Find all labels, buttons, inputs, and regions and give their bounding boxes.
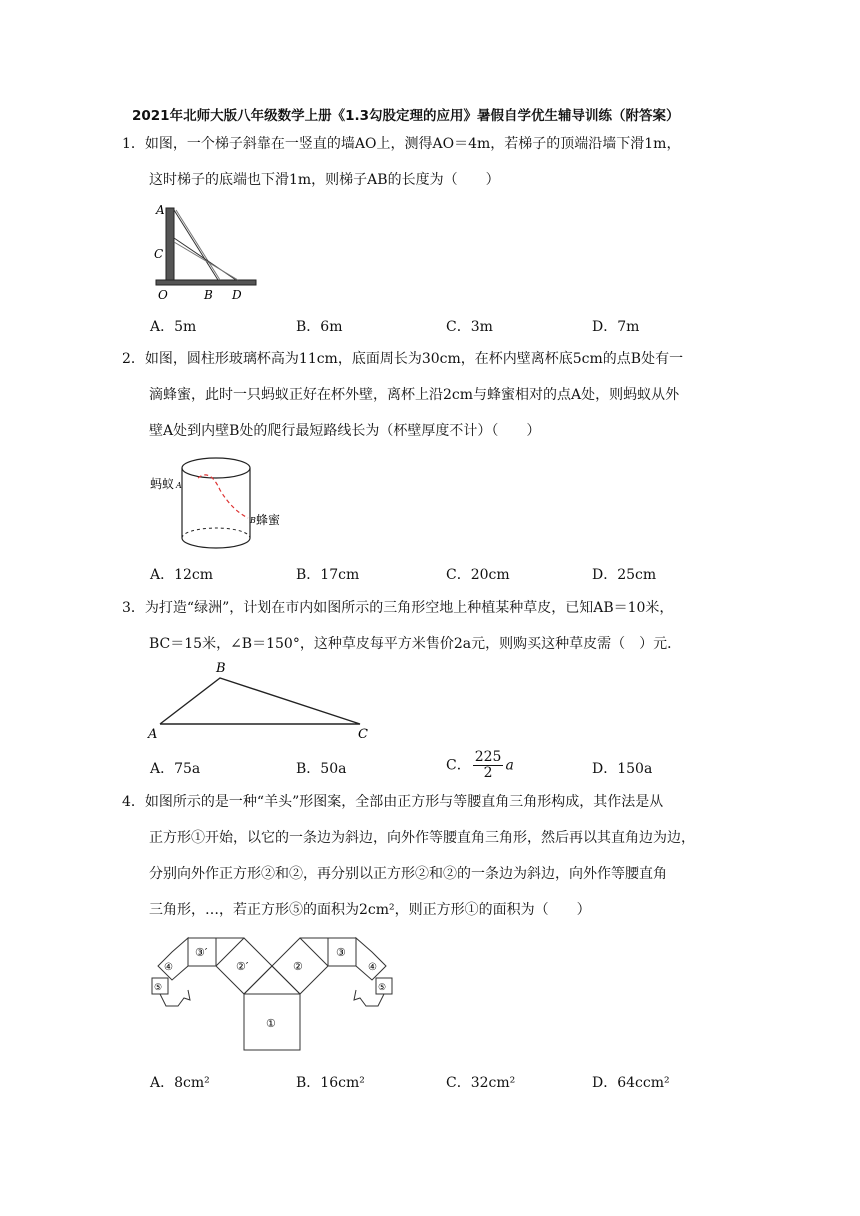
label-square-2-prime: ②′ xyxy=(236,960,249,973)
label-square-2: ② xyxy=(293,960,303,973)
option-b[interactable]: B．16cm² xyxy=(296,1075,365,1091)
worksheet-title: 2021年北师大版八年级数学上册《1.3勾股定理的应用》暑假自学优生辅导训练（附答案） xyxy=(132,108,680,124)
option-a[interactable]: A．12cm xyxy=(150,567,214,583)
ladder-ab-1 xyxy=(174,210,218,280)
cylinder-figure xyxy=(148,448,298,552)
label-c: C xyxy=(358,727,368,742)
fraction-denominator: 2 xyxy=(483,765,493,781)
question-3-options xyxy=(150,749,710,781)
option-d[interactable]: D．64ccm² xyxy=(592,1075,670,1091)
question-2 xyxy=(122,341,732,449)
question-1-line-1: 1．如图，一个梯子斜靠在一竖直的墙AO上，测得AO＝4m，若梯子的顶端沿墙下滑1m， xyxy=(122,136,681,152)
wall xyxy=(166,208,174,284)
label-square-3: ③ xyxy=(336,946,346,959)
question-4 xyxy=(122,784,732,928)
option-c-suffix: a xyxy=(505,757,514,774)
label-square-5-right: ⑤ xyxy=(378,983,387,993)
option-a[interactable]: A．75a xyxy=(150,761,201,777)
option-b[interactable]: B．50a xyxy=(296,761,347,777)
triangle-1 xyxy=(244,966,300,994)
square-4-left xyxy=(158,938,188,980)
label-square-1: ① xyxy=(266,1017,276,1030)
cylinder-bottom-back xyxy=(182,528,250,538)
question-2-line-3: 壁A处到内壁B处的爬行最短路线长为（杯壁厚度不计）（ ） xyxy=(149,423,541,439)
question-2-options xyxy=(150,564,710,586)
label-ant: 蚂蚁 xyxy=(150,477,175,491)
label-square-5-left: ⑤ xyxy=(154,983,163,993)
question-1-line-2: 这时梯子的底端也下滑1m，则梯子AB的长度为（ ） xyxy=(149,172,500,188)
option-c[interactable]: C．3m xyxy=(446,319,493,335)
ground xyxy=(156,280,256,285)
option-d[interactable]: D．150a xyxy=(592,761,653,777)
label-square-4-right: ④ xyxy=(368,962,377,973)
cylinder-bottom-front xyxy=(182,538,250,548)
ram-head-figure xyxy=(148,934,398,1054)
label-d: D xyxy=(232,288,242,302)
question-4-line-3: 分别向外作正方形②和②，再分别以正方形②和②的一条边为斜边，向外作等腰直角 xyxy=(149,866,667,882)
ladder-figure xyxy=(148,200,260,304)
label-a: A xyxy=(148,727,158,742)
option-d[interactable]: D．7m xyxy=(592,319,640,335)
question-3-line-1: 3．为打造“绿洲”，计划在市内如图所示的三角形空地上种植某种草皮，已知AB＝10米， xyxy=(122,600,674,616)
ladder-cd-2 xyxy=(174,242,238,280)
label-b: B xyxy=(250,516,256,525)
option-c[interactable]: C．32cm² xyxy=(446,1075,516,1091)
label-b: B xyxy=(204,288,213,302)
option-c-fraction xyxy=(473,750,504,781)
option-a[interactable]: A．8cm² xyxy=(150,1075,210,1091)
fraction-numerator: 225 xyxy=(474,749,502,765)
label-honey: 蜂蜜 xyxy=(256,513,281,527)
label-a: A xyxy=(156,203,165,217)
option-c[interactable] xyxy=(446,750,514,781)
label-square-3-prime: ③′ xyxy=(195,946,208,959)
option-b[interactable]: B．6m xyxy=(296,319,343,335)
question-3 xyxy=(122,590,732,662)
option-b[interactable]: B．17cm xyxy=(296,567,360,583)
question-4-line-2: 正方形①开始，以它的一条边为斜边，向外作等腰直角三角形，然后再以其直角边为边， xyxy=(149,830,695,846)
ladder-ab-2 xyxy=(176,210,220,280)
question-1-options xyxy=(150,316,710,338)
question-4-options xyxy=(150,1072,710,1094)
label-b: B xyxy=(216,661,226,676)
option-c-prefix: C． xyxy=(446,757,471,774)
label-a: A xyxy=(176,481,182,490)
question-4-line-1: 4．如图所示的是一种“羊头”形图案，全部由正方形与等腰直角三角形构成，其作法是从 xyxy=(122,794,664,810)
option-d[interactable]: D．25cm xyxy=(592,567,657,583)
question-1 xyxy=(122,126,732,198)
question-2-line-1: 2．如图，圆柱形玻璃杯高为11cm，底面周长为30cm，在杯内壁离杯底5cm的点B处有一 xyxy=(122,351,684,367)
square-4-right xyxy=(356,938,386,980)
label-c: C xyxy=(154,247,164,261)
option-a[interactable]: A．5m xyxy=(150,319,197,335)
triangle-figure xyxy=(146,660,376,742)
label-square-4-left: ④ xyxy=(164,962,173,973)
question-3-line-2: BC＝15米，∠B＝150°，这种草皮每平方米售价2a元，则购买这种草皮需（ ）元． xyxy=(149,636,682,652)
cylinder-top xyxy=(182,458,250,478)
option-c[interactable]: C．20cm xyxy=(446,567,510,583)
label-o: O xyxy=(158,288,168,302)
question-4-line-4: 三角形，…，若正方形⑤的面积为2cm²，则正方形①的面积为（ ） xyxy=(149,902,591,918)
question-2-line-2: 滴蜂蜜，此时一只蚂蚁正好在杯外壁，离杯上沿2cm与蜂蜜相对的点A处，则蚂蚁从外 xyxy=(149,387,680,403)
tail-left xyxy=(160,990,190,1006)
triangle-abc xyxy=(160,678,360,724)
ant-path xyxy=(198,475,248,518)
